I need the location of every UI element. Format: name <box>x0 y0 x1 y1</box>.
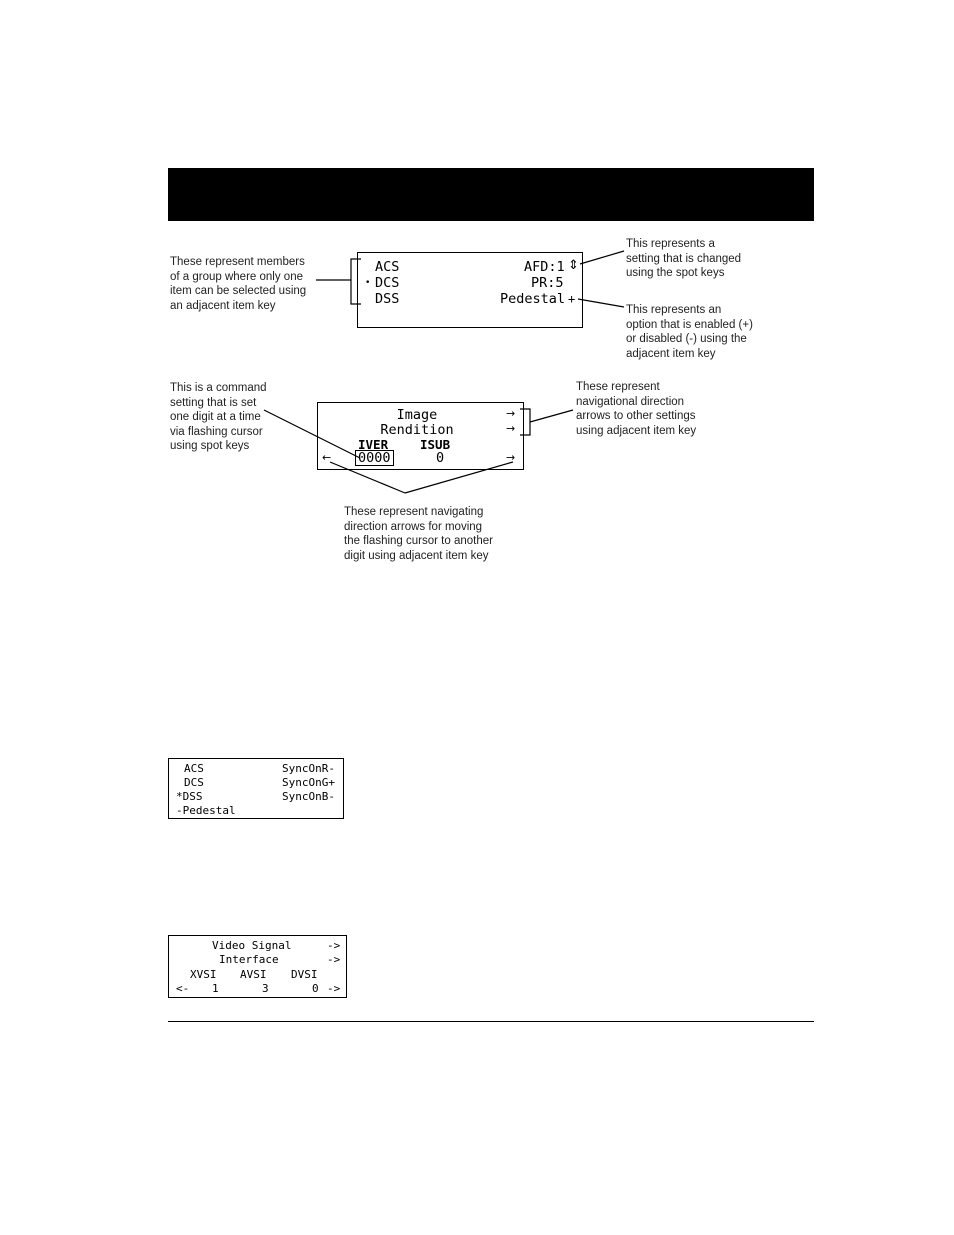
sync-on-g: SyncOnG+ <box>282 776 335 789</box>
video-line-1: Video Signal <box>212 939 292 952</box>
sync-item-acs: ACS <box>184 762 204 775</box>
lcd-title-rendition: Rendition <box>380 422 454 438</box>
lcd-item-dcs: DCS <box>375 275 400 291</box>
leader-spot-key <box>580 251 624 264</box>
cursor-right-arrow: -> <box>327 982 341 995</box>
lcd-afd-setting: AFD:1 <box>524 259 565 275</box>
iver-header: IVER <box>358 437 389 452</box>
avsi-value: 3 <box>262 982 269 995</box>
nav-bracket <box>520 409 530 435</box>
right-arrow-icon: → <box>506 407 516 420</box>
footer-rule <box>168 1021 814 1022</box>
left-arrow-icon: ← <box>322 451 332 464</box>
group-members-note: These represent members of a group where only one item can be selected using an adjacent item key <box>170 256 307 312</box>
video-line-2: Interface <box>219 953 279 966</box>
dvsi-value: 0 <box>312 982 319 995</box>
navigation-arrows-note: These represent navigational direction arrows to other settings using adjacent item key <box>576 381 697 437</box>
lcd-title-image: Image <box>396 407 438 423</box>
leader-command <box>264 410 360 458</box>
isub-value: 0 <box>436 450 445 466</box>
dvsi-header: DVSI <box>291 968 318 981</box>
xvsi-value: 1 <box>212 982 219 995</box>
command-setting-note: This is a command setting that is set one digit at a time via flashing cursor using spot keys <box>170 382 267 453</box>
iver-value-cursor: 0000 <box>355 450 394 466</box>
right-arrow-icon: → <box>506 422 516 435</box>
group-bracket <box>351 259 361 304</box>
nav-right-arrow-1: -> <box>327 939 341 952</box>
cursor-left-arrow: <- <box>176 982 190 995</box>
up-down-arrows-icon: ⇕ <box>568 258 579 273</box>
leader-cursor-left <box>330 462 405 493</box>
lcd-item-dss: DSS <box>375 291 400 307</box>
lcd-pr-setting: PR:5 <box>531 275 564 291</box>
cursor-arrows-note: These represent navigating direction arrows for moving the flashing cursor to another digit using adjacent item key <box>344 506 493 562</box>
leader-cursor-right <box>405 462 513 493</box>
isub-header: ISUB <box>420 437 451 452</box>
lcd-item-acs: ACS <box>375 259 400 275</box>
leader-nav <box>530 410 573 422</box>
avsi-header: AVSI <box>240 968 267 981</box>
sync-item-dcs: DCS <box>184 776 204 789</box>
lcd-pedestal-option: Pedestal <box>500 291 566 307</box>
nav-right-arrow-2: -> <box>327 953 341 966</box>
xvsi-header: XVSI <box>190 968 217 981</box>
sync-item-pedestal: -Pedestal <box>176 804 236 817</box>
sync-item-dss: *DSS <box>176 790 203 803</box>
right-arrow-icon: → <box>506 451 516 464</box>
sync-on-b: SyncOnB- <box>282 790 335 803</box>
option-enabled-note: This represents an option that is enabled (+) or disabled (-) using the adjacent item key <box>626 304 753 360</box>
spot-key-setting-note: This represents a setting that is changed using the spot keys <box>626 238 742 280</box>
leader-option <box>578 299 624 307</box>
option-state-plus: + <box>568 292 576 306</box>
selected-marker: • <box>365 278 371 288</box>
sync-on-r: SyncOnR- <box>282 762 335 775</box>
